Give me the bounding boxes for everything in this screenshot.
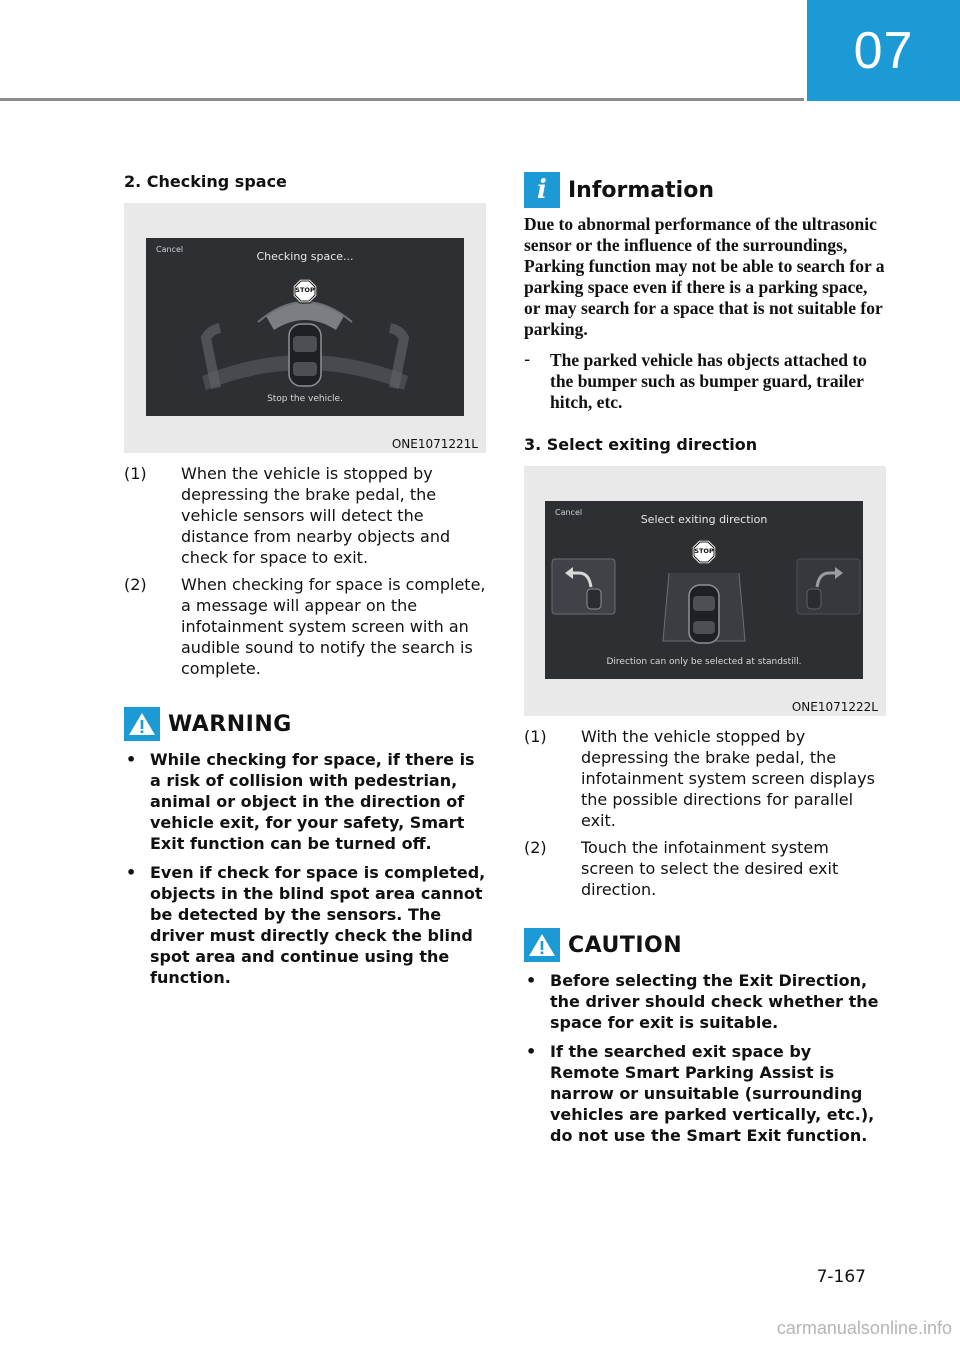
step-text: Touch the infotainment system screen to select the desired exit direction. [581, 838, 839, 899]
screen-cancel-label: Cancel [555, 508, 583, 517]
step-number: (2) [124, 575, 147, 594]
exit-direction-graphic [545, 501, 863, 679]
list-item: • If the searched exit space by Remote Smart Parking Assist is narrow or unsuitable (surrounding vehicles are parked vertically, etc.), do not use the Smart Exit function. [524, 1041, 886, 1146]
list-item [524, 726, 886, 831]
warning-label: WARNING [168, 711, 292, 737]
figure-checking-space [124, 203, 486, 453]
list-item: • While checking for space, if there is a risk of collision with pedestrian, animal or object in the direction of vehicle exit, for your safety, Smart Exit function can be turned off. [124, 749, 486, 854]
figure-code: ONE1071221L [391, 437, 478, 451]
chapter-tab [807, 0, 960, 101]
screen-cancel-label: Cancel [156, 245, 184, 254]
step-text: When the vehicle is stopped by depressing the brake pedal, the vehicle sensors will detect the distance from nearby objects and check for space to exit. [181, 464, 451, 567]
caution-heading [524, 928, 886, 962]
information-label: Information [568, 177, 714, 203]
chapter-number: 07 [853, 21, 914, 80]
information-dash-item [524, 350, 886, 413]
watermark: carmanualsonline.info [776, 1318, 952, 1338]
screen-title: Select exiting direction [640, 513, 768, 526]
list-item [124, 574, 486, 679]
infotainment-screen [146, 238, 464, 416]
dash-marker: - [524, 350, 531, 370]
warning-heading [124, 707, 486, 741]
section-title-select-exiting-direction: 3. Select exiting direction [524, 435, 758, 454]
list-item [524, 837, 886, 900]
list-item: • Before selecting the Exit Direction, the driver should check whether the space for exit is suitable. [524, 970, 886, 1033]
information-text: Due to abnormal performance of the ultrasonic sensor or the influence of the surroundings, Parking function may not be able to search for a parking space even if there is a parking space, or may search for a space that is not suitable for parking. [524, 214, 885, 339]
caution-icon [524, 928, 560, 962]
screen-footer: Stop the vehicle. [267, 394, 343, 404]
steps-list [524, 726, 886, 900]
step-number: (2) [524, 838, 547, 857]
warning-list [124, 749, 486, 988]
screen-footer: Direction can only be selected at standstill. [606, 657, 802, 667]
information-heading [524, 172, 886, 208]
caution-label: CAUTION [568, 932, 683, 958]
figure-code: ONE1071222L [791, 700, 878, 714]
steps-list [124, 463, 486, 679]
step-number: (1) [524, 727, 547, 746]
figure-select-direction [524, 466, 886, 716]
stop-sign-text: STOP [295, 286, 315, 294]
infotainment-screen [545, 501, 863, 679]
dash-text: The parked vehicle has objects attached to the bumper such as bumper guard, trailer hitch, etc. [550, 350, 867, 412]
right-column [524, 172, 886, 1154]
step-text: When checking for space is complete, a message will appear on the infotainment system screen with an audible sound to notify the search is complete. [181, 575, 486, 678]
list-item: • Even if check for space is completed, objects in the blind spot area cannot be detected by the sensors. The driver must directly check the blind spot area and continue using the function. [124, 862, 486, 988]
screen-title: Checking space... [256, 250, 354, 263]
warning-icon [124, 707, 160, 741]
stop-sign-text: STOP [694, 547, 714, 555]
info-icon: i [524, 172, 560, 208]
header-rule [0, 98, 804, 101]
section-title-checking-space: 2. Checking space [124, 172, 287, 191]
page-number: 7-167 [816, 1267, 866, 1287]
left-column [124, 172, 486, 996]
car-sensor-graphic [146, 238, 464, 416]
step-number: (1) [124, 464, 147, 483]
caution-list [524, 970, 886, 1146]
step-text: With the vehicle stopped by depressing the brake pedal, the infotainment system screen displays the possible directions for parallel exit. [581, 727, 875, 830]
list-item [124, 463, 486, 568]
